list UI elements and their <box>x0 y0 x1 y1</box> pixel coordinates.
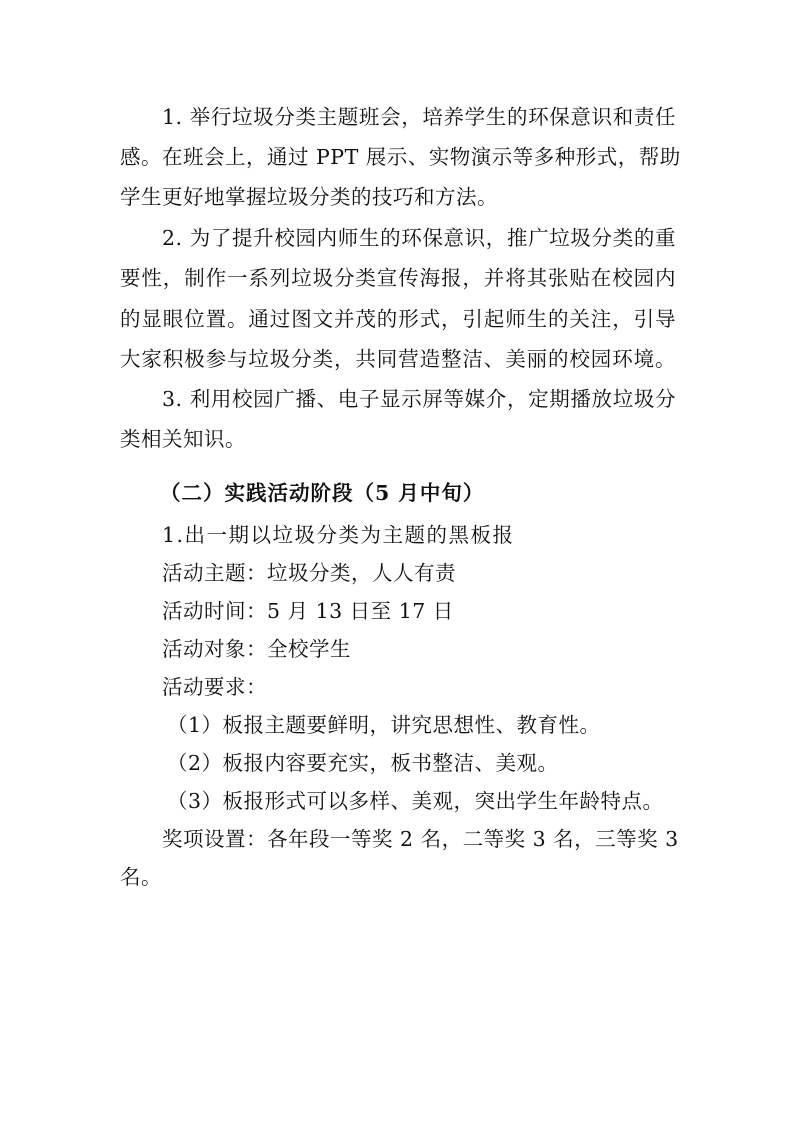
item2-line2: 要性，制作一系列垃圾分类宣传海报，并将其张贴在校园内 <box>120 266 676 290</box>
item1-line3: 学生更好地掌握垃圾分类的技巧和方法。 <box>120 185 498 209</box>
item3-line2: 类相关知识。 <box>120 427 246 451</box>
activity-title: 1.出一期以垃圾分类为主题的黑板报 <box>162 523 515 547</box>
activity-time: 活动时间：5 月 13 日至 17 日 <box>162 599 454 623</box>
awards-line1: 奖项设置：各年段一等奖 2 名，二等奖 3 名，三等奖 3 <box>162 827 679 851</box>
item2-line4: 大家积极参与垃圾分类，共同营造整洁、美丽的校园环境。 <box>120 347 676 371</box>
requirement-item: （3）板报形式可以多样、美观，突出学生年龄特点。 <box>167 789 664 813</box>
activity-requirements-label: 活动要求： <box>162 675 267 699</box>
item1-line2: 感。在班会上，通过 PPT 展示、实物演示等多种形式，帮助 <box>120 145 681 169</box>
requirement-item: （1）板报主题要鲜明，讲究思想性、教育性。 <box>167 713 601 737</box>
requirement-item: （2）板报内容要充实，板书整洁、美观。 <box>167 751 559 775</box>
item2-line1: 2. 为了提升校园内师生的环保意识，推广垃圾分类的重 <box>162 226 676 250</box>
item1-line1: 1. 举行垃圾分类主题班会，培养学生的环保意识和责任 <box>162 105 676 129</box>
awards-line2: 名。 <box>120 865 162 889</box>
section-heading: （二）实践活动阶段（5 月中旬） <box>160 481 485 505</box>
item3-line1: 3. 利用校园广播、电子显示屏等媒介，定期播放垃圾分 <box>162 387 676 411</box>
item2-line3: 的显眼位置。通过图文并茂的形式，引起师生的关注，引导 <box>120 307 676 331</box>
activity-target: 活动对象：全校学生 <box>162 637 351 661</box>
activity-theme: 活动主题：垃圾分类，人人有责 <box>162 561 456 585</box>
